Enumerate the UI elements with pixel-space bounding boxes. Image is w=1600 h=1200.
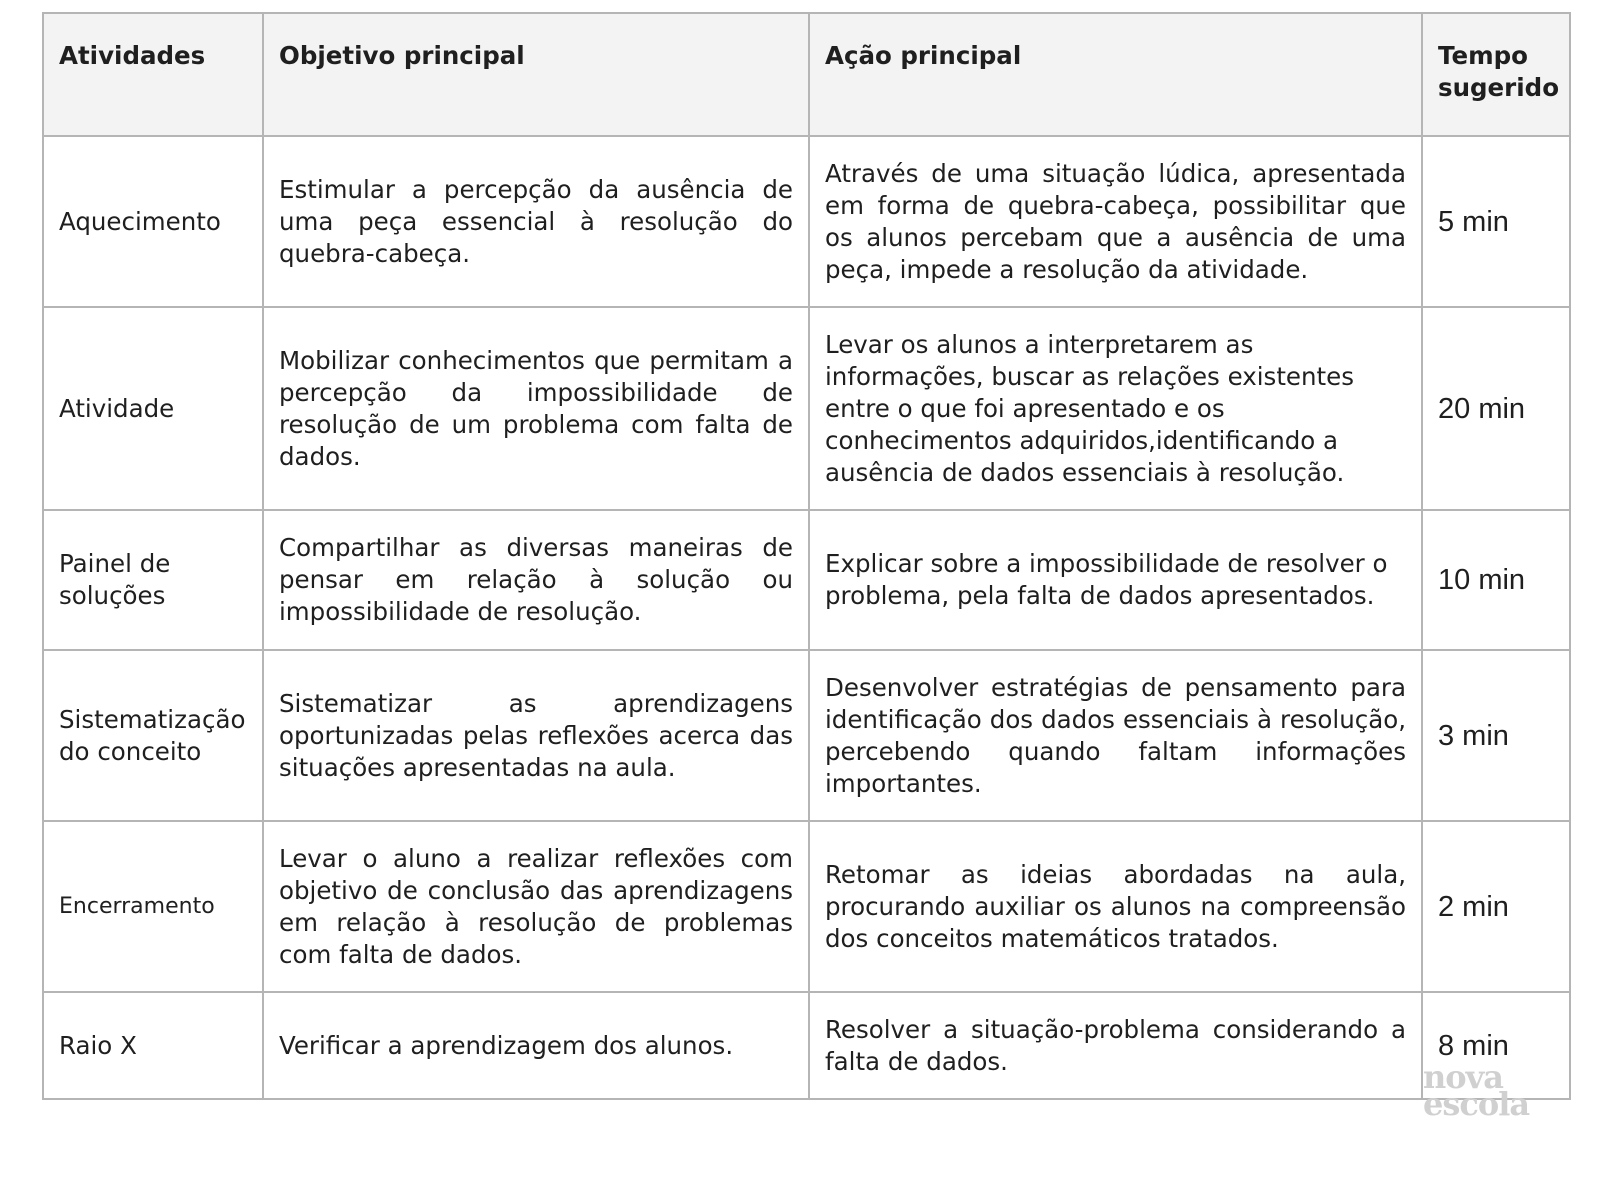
cell-atividade: Painel de soluções xyxy=(43,510,263,650)
logo-line-escola: escola xyxy=(1423,1085,1530,1123)
cell-tempo: 20 min xyxy=(1422,307,1570,510)
cell-acao: Retomar as ideias abordadas na aula, procurando auxiliar os alunos na compreensão dos conceitos matemáticos tratados. xyxy=(809,821,1422,992)
cell-tempo: 10 min xyxy=(1422,510,1570,650)
cell-acao: Explicar sobre a impossibilidade de resolver o problema, pela falta de dados apresentados. xyxy=(809,510,1422,650)
table-header-row xyxy=(43,13,1570,136)
cell-objetivo: Sistematizar as aprendizagens oportunizadas pelas reflexões acerca das situações apresentadas na aula. xyxy=(263,650,809,821)
cell-acao: Levar os alunos a interpretarem as informações, buscar as relações existentes entre o que foi apresentado e os conhecimentos adquiridos,identificando a ausência de dados essenciais à resolução. xyxy=(809,307,1422,510)
lesson-plan-table xyxy=(42,12,1571,1100)
table-row xyxy=(43,510,1570,650)
cell-atividade: Sistematização do conceito xyxy=(43,650,263,821)
header-acao: Ação principal xyxy=(809,13,1422,136)
cell-atividade: Aquecimento xyxy=(43,136,263,307)
header-atividades: Atividades xyxy=(43,13,263,136)
header-objetivo: Objetivo principal xyxy=(263,13,809,136)
table-row xyxy=(43,821,1570,992)
table-row xyxy=(43,650,1570,821)
cell-objetivo: Estimular a percepção da ausência de uma peça essencial à resolução do quebra-cabeça. xyxy=(263,136,809,307)
cell-atividade: Raio X xyxy=(43,992,263,1099)
cell-acao: Através de uma situação lúdica, apresentada em forma de quebra-cabeça, possibilitar que os alunos percebam que a ausência de uma peça, impede a resolução da atividade. xyxy=(809,136,1422,307)
cell-objetivo: Verificar a aprendizagem dos alunos. xyxy=(263,992,809,1099)
table-row xyxy=(43,992,1570,1099)
cell-atividade: Encerramento xyxy=(43,821,263,992)
cell-objetivo: Compartilhar as diversas maneiras de pensar em relação à solução ou impossibilidade de resolução. xyxy=(263,510,809,650)
cell-tempo: 5 min xyxy=(1422,136,1570,307)
cell-objetivo: Levar o aluno a realizar reflexões com objetivo de conclusão das aprendizagens em relação à resolução de problemas com falta de dados. xyxy=(263,821,809,992)
table-row xyxy=(43,307,1570,510)
cell-tempo: 2 min xyxy=(1422,821,1570,992)
logo-line-nova: nova xyxy=(1423,1058,1503,1096)
header-tempo: Tempo sugerido xyxy=(1422,13,1570,136)
cell-objetivo: Mobilizar conhecimentos que permitam a percepção da impossibilidade de resolução de um problema com falta de dados. xyxy=(263,307,809,510)
table-row xyxy=(43,136,1570,307)
nova-escola-logo xyxy=(1423,1058,1543,1123)
cell-acao: Resolver a situação-problema considerando a falta de dados. xyxy=(809,992,1422,1099)
cell-tempo: 8 min xyxy=(1422,992,1570,1099)
cell-atividade: Atividade xyxy=(43,307,263,510)
cell-acao: Desenvolver estratégias de pensamento para identificação dos dados essenciais à resolução, percebendo quando faltam informações importantes. xyxy=(809,650,1422,821)
cell-tempo: 3 min xyxy=(1422,650,1570,821)
